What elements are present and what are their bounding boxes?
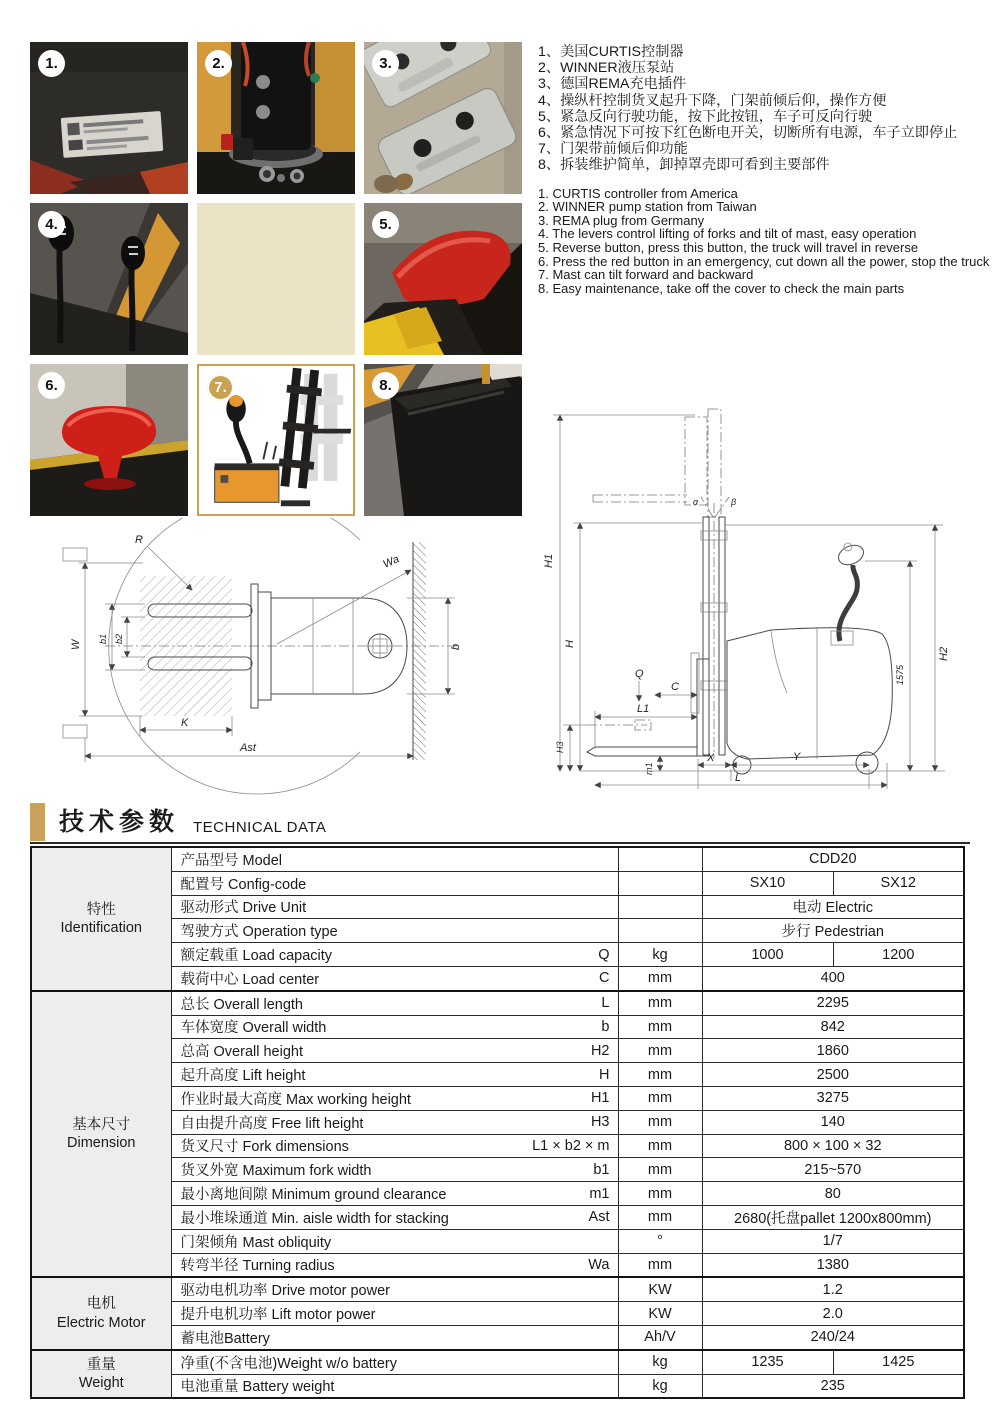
spec-unit: ° — [618, 1229, 702, 1253]
feature-item: 3. REMA plug from Germany — [538, 212, 705, 228]
spec-value: 240/24 — [702, 1325, 964, 1349]
dim-label-b: b — [450, 643, 462, 650]
feature-item: 4、操纵杆控制货叉起升下降，门架前倾后仰，操作方便 — [538, 92, 887, 109]
spec-value: 3275 — [702, 1086, 964, 1110]
feature-item: 2. WINNER pump station from Taiwan — [538, 199, 757, 215]
dim-label-L1: L1 — [637, 703, 650, 715]
spec-symbol: H1 — [590, 1090, 610, 1107]
group-label-cn: 重量 — [86, 1356, 116, 1373]
spec-unit — [618, 847, 702, 871]
photo-curtis-controller — [30, 42, 188, 194]
spec-value: 1380 — [702, 1253, 964, 1277]
dim-label-Wa: Wa — [381, 553, 402, 571]
spec-unit: KW — [618, 1302, 702, 1326]
table-group-header — [31, 991, 171, 1278]
table-row — [31, 1110, 964, 1134]
spec-unit — [618, 919, 702, 943]
dim-label-alpha: α — [693, 497, 699, 507]
feature-item: 8、拆装维护简单，卸掉罩壳即可看到主要部件 — [538, 157, 830, 174]
group-label-cn: 基本尺寸 — [72, 1116, 131, 1133]
spec-label: 载荷中心 Load center — [180, 971, 320, 988]
feature-item: 7. Mast can tilt forward and backward — [538, 267, 754, 283]
spec-label-cell — [171, 1063, 618, 1087]
spec-value: 电动 Electric — [702, 895, 964, 919]
spec-label-cell — [171, 1134, 618, 1158]
group-label-en: Electric Motor — [56, 1314, 146, 1331]
spec-label: 门架倾角 Mast obliquity — [180, 1234, 332, 1251]
tech-table — [30, 846, 965, 1399]
spec-label: 货叉外宽 Maximum fork width — [180, 1163, 372, 1180]
spec-label: 提升电机功率 Lift motor power — [180, 1307, 376, 1324]
photo-number-badge — [205, 50, 232, 77]
spec-label-cell — [171, 1086, 618, 1110]
spec-value: 1000 — [702, 943, 833, 967]
feature-item: 2、WINNER液压泵站 — [538, 60, 675, 77]
badge-label: 7. — [214, 379, 227, 396]
spec-symbol: b — [601, 1018, 610, 1035]
feature-lists — [538, 44, 994, 295]
spec-value: 2295 — [702, 991, 964, 1015]
spec-value: 2.0 — [702, 1302, 964, 1326]
spec-unit: mm — [618, 991, 702, 1015]
spec-value: 215~570 — [702, 1158, 964, 1182]
feature-item: 7、门架带前倾后仰功能 — [538, 141, 688, 158]
badge-label: 2. — [212, 55, 225, 72]
spec-value: 800 × 100 × 32 — [702, 1134, 964, 1158]
spec-value: 2680(托盘pallet 1200x800mm) — [702, 1205, 964, 1229]
photo-number-badge — [372, 211, 399, 238]
section-title-english: TECHNICAL DATA — [193, 819, 327, 836]
dim-label-Ast: Ast — [240, 742, 256, 754]
spec-unit: Ah/V — [618, 1325, 702, 1349]
spec-value: 步行 Pedestrian — [702, 919, 964, 943]
table-row — [31, 1302, 964, 1326]
spec-symbol: L1 × b2 × m — [532, 1137, 610, 1154]
spec-label-cell — [171, 1158, 618, 1182]
spec-label: 电池重量 Battery weight — [180, 1379, 335, 1396]
table-group-header — [31, 847, 171, 991]
tech-table-body — [31, 847, 964, 1398]
spec-unit: mm — [618, 1086, 702, 1110]
spec-value: 1.2 — [702, 1277, 964, 1301]
dim-label-L: L — [735, 772, 742, 784]
feature-item: 1、美国CURTIS控制器 — [538, 44, 684, 60]
spec-symbol: H — [599, 1066, 610, 1083]
feature-item: 4. The levers control lifting of forks and tilt of mast, easy operation — [538, 226, 917, 242]
badge-label: 4. — [45, 216, 58, 233]
photo-emergency-stop — [30, 364, 188, 516]
photo-number-badge — [38, 211, 65, 238]
table-row — [31, 1374, 964, 1398]
spec-value: 2500 — [702, 1063, 964, 1087]
spec-label-cell — [171, 1302, 618, 1326]
table-row — [31, 1229, 964, 1253]
spec-label-cell — [171, 847, 618, 871]
dim-label-m1: m1 — [644, 762, 654, 775]
photo-number-badge — [207, 374, 234, 401]
table-row — [31, 1350, 964, 1374]
spec-label-cell — [171, 1039, 618, 1063]
product-photo-grid — [30, 42, 526, 516]
spec-label: 产品型号 Model — [180, 852, 283, 869]
spec-label-cell — [171, 1229, 618, 1253]
spec-unit: mm — [618, 966, 702, 990]
table-row — [31, 1015, 964, 1039]
feature-item: 3、德国REMA充电插件 — [538, 76, 687, 93]
table-row — [31, 1182, 964, 1206]
spec-value: 235 — [702, 1374, 964, 1398]
gold-accent-square — [30, 803, 45, 841]
badge-label: 1. — [45, 55, 58, 72]
dim-label-H2: H2 — [938, 646, 950, 661]
photo-number-badge — [38, 50, 65, 77]
spec-unit: kg — [618, 1374, 702, 1398]
spec-unit: mm — [618, 1158, 702, 1182]
spec-label-cell — [171, 871, 618, 895]
header-divider-line — [30, 842, 970, 844]
table-row — [31, 943, 964, 967]
spec-label-cell — [171, 1277, 618, 1301]
dim-label-K: K — [181, 717, 189, 729]
spec-value: 1860 — [702, 1039, 964, 1063]
badge-label: 5. — [379, 216, 392, 233]
photo-reverse-button — [364, 203, 522, 355]
photo-number-badge — [38, 372, 65, 399]
photo-cover-removal — [364, 364, 522, 516]
spec-label-cell — [171, 1325, 618, 1349]
spec-label: 配置号 Config-code — [180, 876, 307, 893]
spec-unit: KW — [618, 1277, 702, 1301]
spec-unit: mm — [618, 1253, 702, 1277]
table-group-header — [31, 1350, 171, 1399]
spec-label-cell — [171, 966, 618, 990]
spec-symbol: Wa — [588, 1256, 610, 1273]
spec-unit: kg — [618, 943, 702, 967]
side-view-drawing — [535, 403, 965, 803]
spec-value: SX10 — [702, 871, 833, 895]
spec-symbol: H2 — [590, 1042, 610, 1059]
spec-value: 1425 — [833, 1350, 964, 1374]
feature-item: 8. Easy maintenance, take off the cover to check the main parts — [538, 280, 905, 296]
dim-label-H1: H1 — [543, 553, 555, 568]
photo-rema-plug — [364, 42, 522, 194]
spec-label: 驱动电机功率 Drive motor power — [180, 1283, 390, 1300]
badge-label: 8. — [379, 377, 392, 394]
table-group-header — [31, 1277, 171, 1349]
spec-symbol: H3 — [590, 1114, 610, 1131]
spec-label: 起升高度 Lift height — [180, 1068, 306, 1085]
photo-number-badge — [372, 50, 399, 77]
technical-data-header — [30, 801, 326, 841]
feature-item: 1. CURTIS controller from America — [538, 185, 738, 201]
spec-unit — [618, 871, 702, 895]
spec-label: 总高 Overall height — [180, 1044, 303, 1061]
dim-label-1575: 1575 — [895, 664, 905, 685]
table-row — [31, 1134, 964, 1158]
feature-item: 5. Reverse button, press this button, the truck will travel in reverse — [538, 240, 919, 255]
group-label-cn: 电机 — [86, 1296, 116, 1313]
spec-value: 842 — [702, 1015, 964, 1039]
spec-unit — [618, 895, 702, 919]
spec-label-cell — [171, 895, 618, 919]
spec-value: 1/7 — [702, 1229, 964, 1253]
table-row — [31, 1158, 964, 1182]
spec-symbol: C — [599, 970, 610, 987]
table-row — [31, 1277, 964, 1301]
feature-list-chinese — [538, 44, 994, 174]
spec-label: 额定载重 Load capacity — [180, 948, 333, 965]
dim-label-C: C — [671, 681, 679, 693]
spec-label: 蓄电池Battery — [180, 1330, 270, 1347]
spec-label: 净重(不含电池)Weight w/o battery — [180, 1355, 397, 1372]
table-row — [31, 847, 964, 871]
dim-label-R: R — [135, 534, 143, 546]
table-row — [31, 895, 964, 919]
photo-pump-station — [197, 42, 355, 194]
dim-label-b1: b1 — [98, 633, 108, 644]
spec-label: 驱动形式 Drive Unit — [180, 900, 307, 917]
feature-item: 6. Press the red button in an emergency, cut down all the power, stop the truck — [538, 253, 990, 269]
badge-label: 6. — [45, 377, 58, 394]
spec-value: 1235 — [702, 1350, 833, 1374]
table-row — [31, 1086, 964, 1110]
top-view-drawing — [55, 518, 485, 796]
spec-label: 车体宽度 Overall width — [180, 1020, 327, 1037]
spec-label-cell — [171, 1374, 618, 1398]
group-label-en: Dimension — [67, 1135, 136, 1152]
table-row — [31, 1063, 964, 1087]
dim-label-W: W — [70, 639, 82, 650]
photo-empty-cell — [197, 203, 355, 355]
spec-label: 总长 Overall length — [180, 996, 303, 1013]
spec-label: 驾驶方式 Operation type — [180, 924, 338, 941]
table-row — [31, 871, 964, 895]
table-row — [31, 1205, 964, 1229]
spec-label-cell — [171, 943, 618, 967]
table-row — [31, 919, 964, 943]
spec-value: SX12 — [833, 871, 964, 895]
spec-label-cell — [171, 919, 618, 943]
dim-label-beta: β — [731, 497, 737, 507]
spec-symbol: Q — [598, 946, 610, 963]
spec-label-cell — [171, 1110, 618, 1134]
group-label-en: Identification — [60, 919, 142, 936]
table-row — [31, 1039, 964, 1063]
dim-label-b2: b2 — [114, 633, 124, 644]
spec-unit: kg — [618, 1350, 702, 1374]
spec-symbol: b1 — [593, 1161, 610, 1178]
spec-label: 转弯半径 Turning radius — [180, 1258, 335, 1275]
spec-symbol: L — [601, 995, 610, 1012]
spec-value: 400 — [702, 966, 964, 990]
spec-symbol: m1 — [589, 1185, 610, 1202]
spec-unit: mm — [618, 1015, 702, 1039]
group-label-en: Weight — [78, 1375, 124, 1392]
table-row — [31, 1325, 964, 1349]
spec-label-cell — [171, 1205, 618, 1229]
spec-value: CDD20 — [702, 847, 964, 871]
dim-label-Y: Y — [793, 751, 801, 763]
spec-label: 最小堆垛通道 Min. aisle width for stacking — [180, 1210, 449, 1227]
photo-control-levers — [30, 203, 188, 355]
spec-label: 自由提升高度 Free lift height — [180, 1115, 364, 1132]
feature-item: 5、紧急反向行驶功能，按下此按钮，车子可反向行驶 — [538, 108, 873, 125]
table-row — [31, 991, 964, 1015]
feature-item: 6、紧急情况下可按下红色断电开关，切断所有电源，车子立即停止 — [538, 125, 958, 142]
spec-value: 140 — [702, 1110, 964, 1134]
spec-unit: mm — [618, 1205, 702, 1229]
table-row — [31, 966, 964, 990]
spec-value: 80 — [702, 1182, 964, 1206]
group-label-cn: 特性 — [86, 901, 116, 918]
table-row — [31, 1253, 964, 1277]
spec-label-cell — [171, 991, 618, 1015]
dim-label-Q: Q — [635, 668, 644, 680]
photo-number-badge — [372, 372, 399, 399]
spec-symbol: Ast — [588, 1209, 610, 1226]
photo-stacker-mast-tilt — [197, 364, 355, 516]
section-title-chinese: 技术参数 — [59, 808, 180, 836]
spec-value: 1200 — [833, 943, 964, 967]
spec-unit: mm — [618, 1110, 702, 1134]
spec-label-cell — [171, 1350, 618, 1374]
spec-label-cell — [171, 1253, 618, 1277]
spec-label-cell — [171, 1015, 618, 1039]
spec-unit: mm — [618, 1182, 702, 1206]
badge-label: 3. — [379, 55, 392, 72]
dim-label-H: H — [564, 640, 576, 648]
spec-label: 货叉尺寸 Fork dimensions — [180, 1139, 349, 1156]
feature-list-english — [538, 187, 994, 296]
dim-label-H3: H3 — [555, 741, 565, 753]
spec-unit: mm — [618, 1039, 702, 1063]
spec-unit: mm — [618, 1063, 702, 1087]
spec-label: 作业时最大高度 Max working height — [180, 1091, 411, 1108]
dim-label-X: X — [707, 752, 715, 764]
spec-label-cell — [171, 1182, 618, 1206]
spec-label: 最小离地间隙 Minimum ground clearance — [180, 1187, 447, 1204]
spec-unit: mm — [618, 1134, 702, 1158]
